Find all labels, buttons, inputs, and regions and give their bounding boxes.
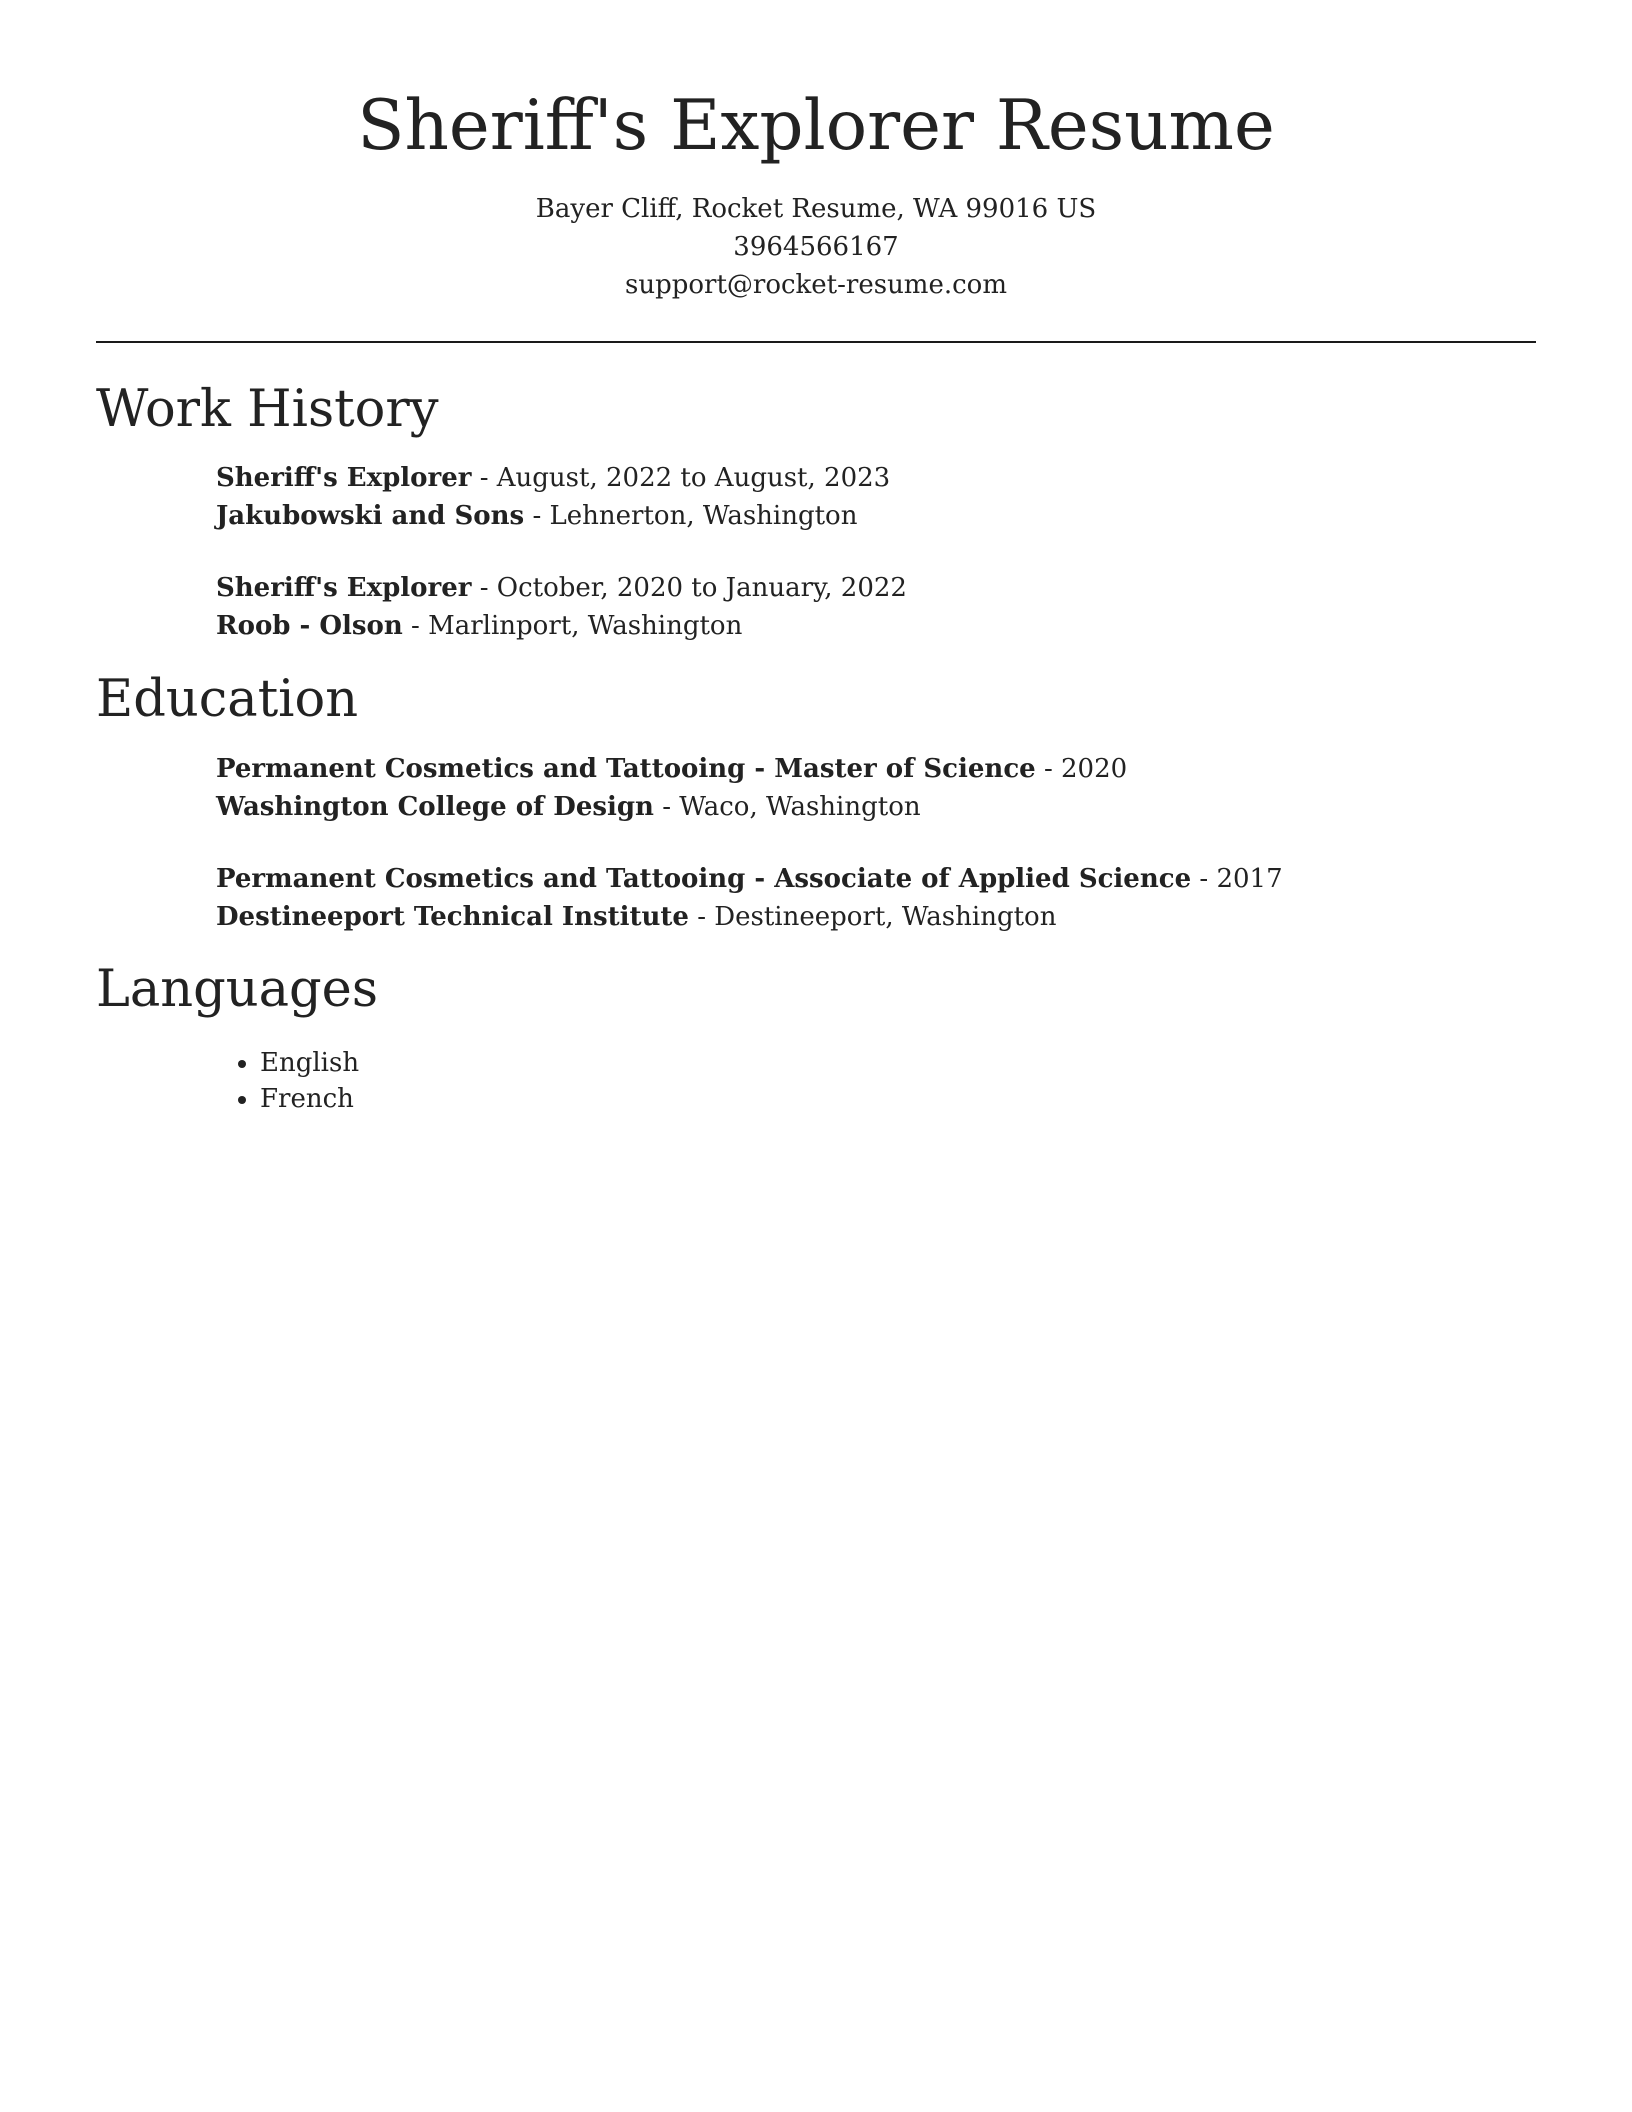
language-item: • French [260,1081,359,1117]
school-location: - Destineeport, Washington [688,902,1057,932]
degree-year: - 2017 [1191,864,1283,894]
languages-list [216,1045,359,1117]
education-degree-line [216,750,1127,788]
job-title: Sheriff's Explorer [216,463,472,493]
contact-address: Bayer Cliff, Rocket Resume, WA 99016 US [535,194,1097,224]
header-divider [96,341,1536,343]
school-name: Washington College of Design [216,792,654,822]
job-title: Sheriff's Explorer [216,573,472,603]
work-history-heading: Work History [96,380,439,439]
work-entry [216,459,890,535]
contact-email: support@rocket-resume.com [624,270,1007,300]
school-name: Destineeport Technical Institute [216,902,689,932]
education-school-line [216,788,1127,826]
education-degree-line [216,860,1283,898]
work-entry-title-line [216,459,890,497]
work-entry-employer-line [216,607,907,645]
degree-name: Permanent Cosmetics and Tattooing - Associate of Applied Science [216,864,1192,894]
education-heading: Education [96,670,359,729]
work-entry-employer-line [216,497,890,535]
work-entry-title-line [216,569,907,607]
languages-heading: Languages [96,960,379,1019]
employer-name: Roob - Olson [216,611,403,641]
contact-phone: 3964566167 [733,232,899,262]
job-dates: - October, 2020 to January, 2022 [471,573,907,603]
contact-block [96,190,1536,304]
work-entry [216,569,907,645]
resume-header [96,80,1536,304]
language-item: • English [260,1045,359,1081]
resume-title: Sheriff's Explorer Resume [357,86,1275,166]
employer-name: Jakubowski and Sons [216,501,525,531]
job-dates: - August, 2022 to August, 2023 [471,463,891,493]
education-entry [216,860,1283,936]
education-entry [216,750,1127,826]
school-location: - Waco, Washington [653,792,921,822]
employer-location: - Marlinport, Washington [402,611,743,641]
degree-name: Permanent Cosmetics and Tattooing - Master of Science [216,754,1036,784]
education-school-line [216,898,1283,936]
degree-year: - 2020 [1035,754,1128,784]
employer-location: - Lehnerton, Washington [524,501,858,531]
